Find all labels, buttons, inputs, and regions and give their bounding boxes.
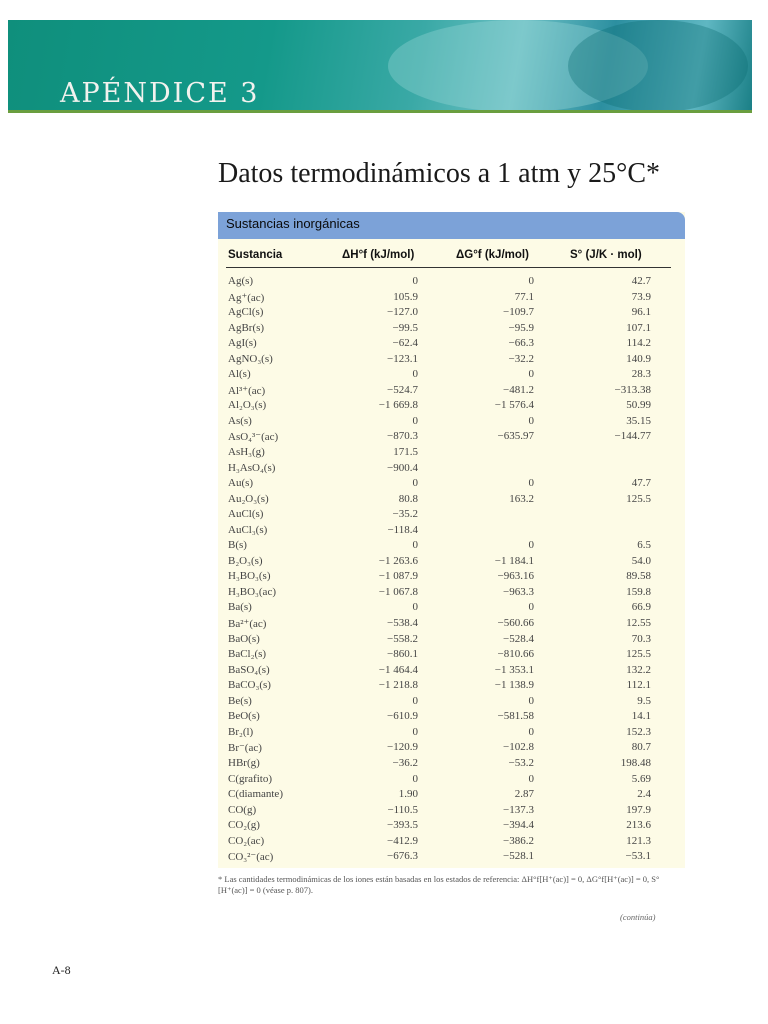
table-row [218,445,685,461]
cell-gibbs: −963.3 [503,585,534,598]
table-row [218,538,685,554]
cell-enthalpy: −123.1 [387,352,418,365]
cell-entropy: 152.3 [626,725,651,738]
table-row [218,507,685,523]
cell-entropy: 14.1 [631,710,651,723]
cell-enthalpy: −538.4 [387,617,418,630]
cell-entropy: 80.7 [631,741,651,754]
cell-entropy: 9.5 [637,694,651,707]
cell-enthalpy: −99.5 [392,321,418,334]
cell-entropy: −313.38 [614,383,651,396]
table-row [218,678,685,694]
col-header-substance: Sustancia [228,249,283,261]
table-row [218,756,685,772]
table-row [218,321,685,337]
banner-divider [8,110,752,113]
cell-gibbs: 2.87 [514,788,534,801]
cell-entropy: 73.9 [631,290,651,303]
cell-substance: AuCl(s) [228,508,264,521]
cell-entropy: 114.2 [626,337,651,350]
cell-entropy: 198.48 [620,756,651,769]
cell-gibbs: −481.2 [503,383,534,396]
cell-enthalpy: 0 [412,694,418,707]
cell-enthalpy: −1 263.6 [378,554,418,567]
cell-enthalpy: −1 218.8 [378,679,418,692]
cell-substance: H₃BO₃(ac) [228,585,276,598]
cell-enthalpy: −676.3 [387,850,418,863]
cell-substance: B₂O₃(s) [228,554,263,567]
cell-substance: BaCl₂(s) [228,648,267,661]
cell-enthalpy: −870.3 [387,430,418,443]
cell-entropy: 125.5 [626,492,651,505]
table-row [218,663,685,679]
cell-entropy: 213.6 [626,819,651,832]
cell-substance: Ag(s) [228,275,254,287]
cell-gibbs: −528.4 [503,632,534,645]
cell-substance: AgNO₃(s) [228,352,273,365]
cell-enthalpy: −524.7 [387,383,418,396]
cell-enthalpy: −62.4 [392,337,418,350]
table-row [218,414,685,430]
cell-gibbs: −66.3 [508,337,534,350]
cell-gibbs: −810.66 [497,648,534,661]
cell-enthalpy: 0 [412,368,418,381]
cell-enthalpy: −127.0 [387,306,418,319]
cell-enthalpy: −412.9 [387,834,418,847]
cell-gibbs: −1 184.1 [494,554,534,567]
cell-entropy: −53.1 [625,850,651,863]
cell-entropy: 54.0 [631,554,651,567]
cell-gibbs: −137.3 [503,803,534,816]
cell-enthalpy: −120.9 [387,741,418,754]
cell-gibbs: −1 576.4 [494,399,534,412]
col-header-gibbs: ΔG°f (kJ/mol) [456,249,529,261]
table-row [218,352,685,368]
table-row [218,461,685,477]
cell-substance: Au(s) [228,477,254,490]
cell-gibbs: −394.4 [503,819,534,832]
table-row [218,367,685,383]
cell-substance: CO₃²⁻(ac) [228,851,274,864]
cell-substance: Ag⁺(ac) [228,291,265,304]
cell-gibbs: 0 [528,539,534,552]
cell-entropy: 107.1 [626,321,651,334]
table-row [218,290,685,306]
cell-entropy: 125.5 [626,648,651,661]
cell-entropy: 140.9 [626,352,651,365]
cell-enthalpy: 0 [412,601,418,614]
cell-substance: Al₂O₃(s) [228,399,267,412]
table-row [218,632,685,648]
table-row [218,694,685,710]
table-row [218,647,685,663]
table-body [218,274,685,865]
cell-gibbs: −32.2 [508,352,534,365]
table-row [218,725,685,741]
cell-entropy: 197.9 [626,803,651,816]
cell-gibbs: 0 [528,601,534,614]
cell-entropy: 47.7 [631,477,651,490]
table-row [218,740,685,756]
table-row [218,492,685,508]
cell-substance: CO₂(ac) [228,834,265,847]
cell-substance: AgBr(s) [228,321,265,334]
cell-enthalpy: 0 [412,725,418,738]
cell-gibbs: −109.7 [503,306,534,319]
cell-gibbs: 0 [528,477,534,490]
cell-entropy: 42.7 [631,275,651,287]
table-row [218,803,685,819]
cell-substance: Br₂(l) [228,725,254,738]
cell-gibbs: −1 138.9 [494,679,534,692]
table-row [218,523,685,539]
table-section-header [218,212,685,239]
cell-substance: H₃AsO₄(s) [228,461,276,474]
cell-enthalpy: −118.4 [387,523,418,536]
chapter-title: APÉNDICE 3 [60,78,260,109]
col-header-entropy: S° (J/K · mol) [570,249,642,261]
cell-enthalpy: −393.5 [387,819,418,832]
header-rule [226,267,671,268]
cell-substance: CO₂(g) [228,819,260,832]
cell-gibbs: −581.58 [497,710,534,723]
table-row [218,305,685,321]
cell-entropy: −144.77 [614,430,651,443]
cell-gibbs: 0 [528,275,534,287]
cell-gibbs: −1 353.1 [494,663,534,676]
cell-substance: H₃BO₃(s) [228,570,271,583]
cell-substance: AsO₄³⁻(ac) [228,431,279,444]
cell-substance: Al(s) [228,368,251,381]
table-row [218,429,685,445]
cell-enthalpy: −36.2 [392,756,418,769]
cell-enthalpy: −860.1 [387,648,418,661]
table-row [218,772,685,788]
section-label: Sustancias inorgánicas [226,216,360,231]
cell-entropy: 6.5 [637,539,651,552]
continued-note: (continúa) [620,912,656,922]
cell-substance: C(diamante) [228,788,283,801]
cell-gibbs: −102.8 [503,741,534,754]
cell-substance: HBr(g) [228,756,260,769]
cell-gibbs: −53.2 [508,756,534,769]
page-number: A-8 [52,963,71,977]
cell-gibbs: 0 [528,414,534,427]
cell-substance: Be(s) [228,694,252,707]
cell-enthalpy: −900.4 [387,461,418,474]
table-row [218,585,685,601]
table-row [218,398,685,414]
table-row [218,849,685,865]
cell-entropy: 159.8 [626,585,651,598]
cell-gibbs: −560.66 [497,617,534,630]
table-row [218,834,685,850]
col-header-enthalpy: ΔH°f (kJ/mol) [342,249,415,261]
cell-enthalpy: 80.8 [398,492,418,505]
cell-gibbs: −963.16 [497,570,534,583]
table-row [218,818,685,834]
cell-entropy: 121.3 [626,834,651,847]
cell-entropy: 112.1 [626,679,651,692]
cell-enthalpy: 171.5 [393,446,418,459]
cell-entropy: 50.99 [626,399,651,412]
cell-entropy: 96.1 [631,306,651,319]
cell-enthalpy: −35.2 [392,508,418,521]
cell-entropy: 5.69 [631,772,651,785]
table-row [218,336,685,352]
table-row [218,569,685,585]
cell-substance: C(grafito) [228,772,272,785]
cell-entropy: 28.3 [631,368,651,381]
banner-water-texture-dark [568,20,748,112]
table-row [218,476,685,492]
cell-substance: Al³⁺(ac) [228,384,266,397]
cell-entropy: 12.55 [626,617,651,630]
cell-enthalpy: −1 087.9 [378,570,418,583]
cell-substance: AgI(s) [228,337,257,350]
thermo-table [218,212,685,868]
cell-gibbs: 0 [528,725,534,738]
cell-enthalpy: 0 [412,539,418,552]
cell-enthalpy: 0 [412,772,418,785]
cell-substance: BaCO₃(s) [228,679,271,692]
cell-gibbs: 0 [528,694,534,707]
footnote: * Las cantidades termodinámicas de los iones están basadas en los estados de referencia: ΔH°f[H⁺(ac)] = 0, ΔG°f[H⁺(ac)] = 0, S°[H⁺(ac)] = 0 (véase p. 807). [218,874,660,895]
cell-substance: Br⁻(ac) [228,742,262,755]
cell-gibbs: −386.2 [503,834,534,847]
column-headers [218,246,685,266]
table-row [218,616,685,632]
table-row [218,383,685,399]
cell-enthalpy: 105.9 [393,290,418,303]
cell-entropy: 132.2 [626,663,651,676]
cell-substance: AsH₃(g) [228,446,265,459]
cell-enthalpy: −1 669.8 [378,399,418,412]
page-title: Datos termodinámicos a 1 atm y 25°C* [218,158,661,189]
cell-enthalpy: −110.5 [387,803,418,816]
cell-gibbs: 0 [528,772,534,785]
chapter-banner [8,20,752,112]
cell-enthalpy: −1 464.4 [378,663,418,676]
cell-substance: As(s) [228,414,252,427]
cell-substance: AuCl₃(s) [228,523,268,536]
cell-enthalpy: −1 067.8 [378,585,418,598]
cell-substance: AgCl(s) [228,306,264,319]
cell-gibbs: 77.1 [514,290,534,303]
cell-gibbs: −95.9 [508,321,534,334]
cell-entropy: 2.4 [637,788,651,801]
cell-substance: Ba²⁺(ac) [228,618,267,631]
cell-substance: BeO(s) [228,710,260,723]
cell-enthalpy: 0 [412,275,418,287]
table-row [218,274,685,290]
cell-gibbs: −635.97 [497,430,534,443]
cell-gibbs: −528.1 [503,850,534,863]
table-row [218,709,685,725]
cell-substance: Ba(s) [228,601,252,614]
cell-substance: BaSO₄(s) [228,663,270,676]
cell-enthalpy: 0 [412,414,418,427]
cell-enthalpy: −610.9 [387,710,418,723]
table-row [218,787,685,803]
cell-substance: CO(g) [228,803,257,816]
cell-entropy: 89.58 [626,570,651,583]
cell-enthalpy: −558.2 [387,632,418,645]
cell-substance: B(s) [228,539,247,552]
cell-entropy: 35.15 [626,414,651,427]
cell-gibbs: 0 [528,368,534,381]
cell-gibbs: 163.2 [509,492,534,505]
cell-enthalpy: 0 [412,477,418,490]
cell-substance: Au₂O₃(s) [228,492,269,505]
table-row [218,600,685,616]
cell-substance: BaO(s) [228,632,260,645]
cell-enthalpy: 1.90 [398,788,418,801]
table-row [218,554,685,570]
cell-entropy: 70.3 [631,632,651,645]
cell-entropy: 66.9 [631,601,651,614]
